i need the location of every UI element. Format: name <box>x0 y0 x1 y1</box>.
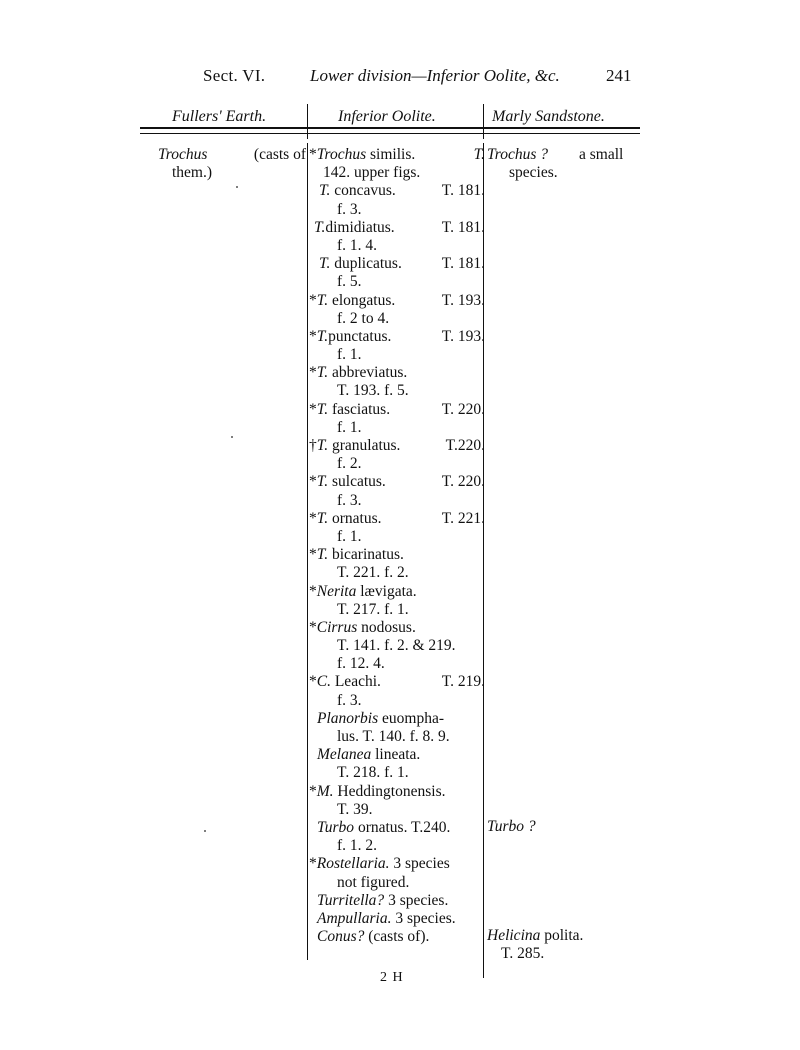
entry-line <box>487 818 647 836</box>
species-name: polita. <box>540 926 584 944</box>
running-header <box>0 66 800 92</box>
plate-ref: T. 221. <box>441 509 485 527</box>
heading-rule-thin <box>140 133 640 134</box>
species-name: duplicatus. <box>330 255 402 273</box>
column-heading-inferior-oolite: Inferior Oolite. <box>338 108 436 125</box>
entry-line: them.) <box>172 164 213 182</box>
genus-name: Helicina <box>487 926 541 944</box>
entry-line <box>309 619 485 637</box>
marker: * <box>309 291 317 309</box>
marker: * <box>309 327 317 345</box>
plate-ref: T. 181. <box>441 218 485 236</box>
genus-name: Planorbis <box>317 709 379 727</box>
entry-line: 142. upper figs. <box>323 164 421 182</box>
species-name: similis. <box>366 146 416 163</box>
marker: * <box>309 618 317 636</box>
entry-line: f. 2 to 4. <box>337 309 390 327</box>
column-divider-1 <box>307 143 308 960</box>
plate-ref: T. 220. <box>441 400 485 418</box>
entry-line: T. 141. f. 2. & 219. <box>337 637 456 655</box>
species-name: punctatus. <box>328 327 392 345</box>
marker: * <box>309 546 317 564</box>
genus-name: T. <box>314 218 326 236</box>
plate-ref: T. 181. <box>441 182 485 200</box>
entry-line: T. 193. f. 5. <box>337 382 409 400</box>
entry-line <box>309 473 485 491</box>
signature-mark: 2 H <box>380 970 404 985</box>
genus-name: T. <box>316 364 329 382</box>
entry-line: f. 1. <box>337 418 362 436</box>
entry-line: lus. T. 140. f. 8. 9. <box>337 728 450 745</box>
entry-line: f. 3. <box>337 691 362 709</box>
entry-line: f. 3. <box>337 491 362 509</box>
marker: * <box>309 673 317 691</box>
column-heading-marly-sandstone: Marly Sandstone. <box>492 108 605 125</box>
entry-line <box>309 146 485 164</box>
entry-line <box>309 819 485 837</box>
entry-text: a small <box>579 146 624 163</box>
genus-name: Nerita <box>316 582 357 600</box>
genus-name: Turbo ? <box>487 818 536 836</box>
marly-sandstone-column <box>487 146 647 963</box>
entry-line: T. 285. <box>501 944 545 962</box>
species-name: lineata. <box>371 746 421 764</box>
genus-name: T. <box>316 546 329 564</box>
genus-name: T. <box>316 437 329 454</box>
entry-line: T. 217. f. 1. <box>337 600 409 618</box>
genus-name: Trochus <box>316 146 367 163</box>
entry-line: f. 1. 2. <box>337 837 378 855</box>
column-divider-1-top <box>307 104 308 139</box>
species-name: elongatus. <box>328 291 396 309</box>
marker: * <box>309 364 317 382</box>
page-number: 241 <box>606 66 632 85</box>
genus-name: M. <box>316 782 334 800</box>
column-divider-2-top <box>483 104 484 139</box>
entry-line: f. 2. <box>337 455 362 473</box>
entry-line <box>309 182 485 200</box>
entry-line <box>309 783 485 801</box>
entry-line <box>309 910 485 928</box>
species-name: 3 species <box>389 855 450 873</box>
species-name: dimidiatus. <box>325 218 395 236</box>
plate-ref: T. 220. <box>441 473 485 491</box>
entry-line <box>158 146 306 164</box>
species-name: bicarinatus. <box>328 546 404 564</box>
entry-line <box>487 927 647 945</box>
genus-name: T. <box>316 473 329 491</box>
entry-line <box>309 219 485 237</box>
genus-name: C. <box>316 673 331 691</box>
species-name: nodosus. <box>357 618 416 636</box>
species-name: (casts of). <box>364 928 430 946</box>
page-speck <box>236 186 238 188</box>
plate-ref: T. 219. <box>441 673 485 691</box>
entry-line: T. 221. f. 2. <box>337 564 409 582</box>
species-name: euompha- <box>378 709 445 727</box>
running-title: Lower division—Inferior Oolite, &c. <box>310 66 560 85</box>
entry-text: (casts of <box>253 146 306 163</box>
genus-name: Conus? <box>317 928 365 946</box>
page-speck <box>204 830 206 832</box>
marker: † <box>309 437 317 454</box>
entry-line: f. 1. 4. <box>337 236 378 254</box>
species-name: abbreviatus. <box>328 364 408 382</box>
species-name: concavus. <box>330 182 396 200</box>
genus-name: Trochus <box>158 146 208 163</box>
genus-name: T. <box>316 291 329 309</box>
marker: * <box>309 509 317 527</box>
entry-line: T. 218. f. 1. <box>337 764 409 782</box>
genus-name: Turbo <box>317 818 355 836</box>
genus-name: Ampullaria. <box>317 909 392 927</box>
marker: * <box>309 400 317 418</box>
entry-line <box>309 583 485 601</box>
plate-ref: T. 181. <box>441 255 485 273</box>
entry-line <box>487 146 647 164</box>
entry-line: f. 1. <box>337 346 362 364</box>
marker: * <box>309 855 317 873</box>
entry-line: f. 5. <box>337 273 362 291</box>
plate-ref: T.220. <box>445 437 485 454</box>
species-name: 3 species. <box>384 891 449 909</box>
entry-line <box>309 510 485 528</box>
entry-line <box>309 892 485 910</box>
marker: * <box>309 582 317 600</box>
column-heading-fullers-earth: Fullers' Earth. <box>172 108 267 125</box>
entry-line <box>309 364 485 382</box>
plate-ref: T. 193. <box>441 327 485 345</box>
marker: * <box>309 473 317 491</box>
genus-name: T. <box>316 327 329 345</box>
entry-line: not figured. <box>337 873 410 891</box>
entry-line <box>309 673 485 691</box>
species-name: sulcatus. <box>328 473 386 491</box>
inferior-oolite-column <box>309 146 485 946</box>
heading-rule <box>140 127 640 129</box>
species-name: lævigata. <box>356 582 417 600</box>
genus-name: Trochus ? <box>487 146 549 163</box>
entry-line <box>309 328 485 346</box>
entry-line <box>309 855 485 873</box>
marker: * <box>309 782 317 800</box>
marker: * <box>309 146 317 163</box>
species-name: Heddingtonensis. <box>333 782 446 800</box>
genus-name: Turritella? <box>317 891 385 909</box>
page-speck <box>231 436 233 438</box>
entry-line <box>309 255 485 273</box>
entry-line <box>309 928 485 946</box>
entry-line <box>309 546 485 564</box>
genus-name: T. <box>316 400 329 418</box>
entry-line: f. 1. <box>337 527 362 545</box>
entry-line: species. <box>509 164 558 182</box>
entry-line <box>309 292 485 310</box>
species-name: Leachi. <box>330 673 381 691</box>
entry-line: f. 3. <box>337 200 362 218</box>
genus-name: Cirrus <box>316 618 358 636</box>
plate-ref: T. <box>473 146 485 163</box>
entry-line: T. 39. <box>337 800 373 818</box>
entry-line: f. 12. 4. <box>337 655 385 673</box>
genus-name: T. <box>319 182 331 200</box>
fullers-earth-column <box>158 146 306 182</box>
species-name: granulatus. <box>328 437 401 454</box>
entry-line <box>309 437 485 455</box>
species-name: 3 species. <box>391 909 456 927</box>
species-name: ornatus. <box>328 509 382 527</box>
plate-ref: T. 193. <box>441 291 485 309</box>
entry-line <box>309 746 485 764</box>
entry-line <box>309 401 485 419</box>
section-label: Sect. VI. <box>203 66 266 85</box>
genus-name: Melanea <box>317 746 372 764</box>
species-name: ornatus. T.240. <box>354 818 451 836</box>
species-name: fasciatus. <box>328 400 391 418</box>
genus-name: Rostellaria. <box>316 855 390 873</box>
genus-name: T. <box>316 509 329 527</box>
genus-name: T. <box>319 255 331 273</box>
entry-line <box>309 710 485 728</box>
